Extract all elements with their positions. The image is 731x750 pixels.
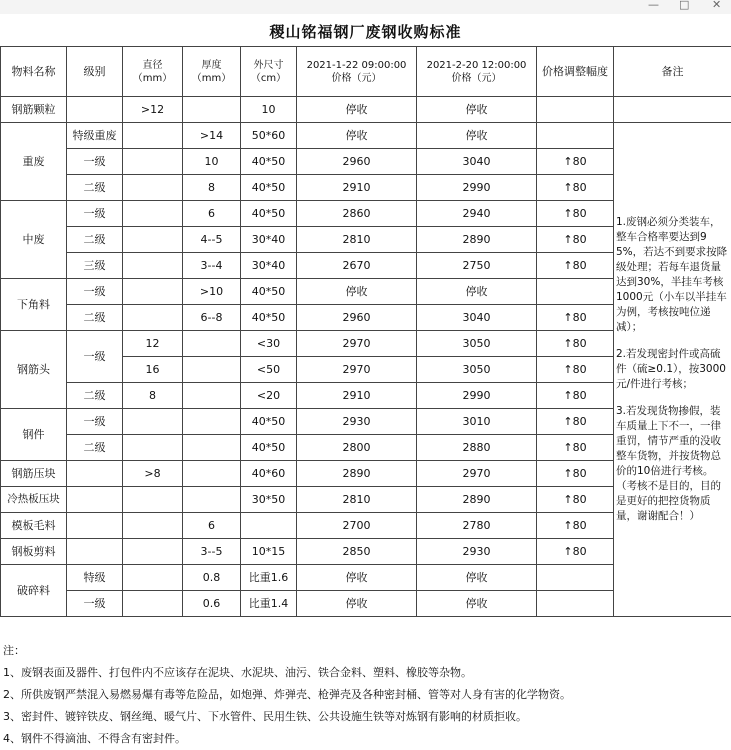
cell-diameter: 16: [123, 357, 183, 383]
cell-price-2: 3050: [417, 331, 537, 357]
cell-price-1: 2810: [297, 227, 417, 253]
cell-adjust: ↑80: [537, 435, 614, 461]
cell-diameter: >12: [123, 97, 183, 123]
cell-adjust: ↑80: [537, 383, 614, 409]
cell-adjust: [537, 591, 614, 617]
cell-thickness: 4--5: [183, 227, 241, 253]
remarks-cell: [614, 123, 731, 617]
cell-price-1: 停收: [297, 279, 417, 305]
cell-thickness: 6--8: [183, 305, 241, 331]
cell-price-1: 2810: [297, 487, 417, 513]
cell-thickness: 3--4: [183, 253, 241, 279]
cell-price-1: 2970: [297, 357, 417, 383]
cell-price-2: 2780: [417, 513, 537, 539]
cell-diameter: [123, 149, 183, 175]
cell-grade: [67, 461, 123, 487]
note-item: 1、废钢表面及器件、打包件内不应该存在泥块、水泥块、油污、铁合金料、塑料、橡胶等杂物。: [3, 662, 731, 684]
cell-price-1: 停收: [297, 97, 417, 123]
cell-thickness: 8: [183, 175, 241, 201]
cell-diameter: 8: [123, 383, 183, 409]
cell-price-2: 3050: [417, 357, 537, 383]
document-title: 稷山铭福钢厂废钢收购标准: [0, 18, 731, 46]
cell-grade: 三级: [67, 253, 123, 279]
cell-adjust: ↑80: [537, 253, 614, 279]
cell-size: 比重1.6: [241, 565, 297, 591]
cell-size: 30*50: [241, 487, 297, 513]
cell-grade: [67, 487, 123, 513]
cell-price-2: 2990: [417, 175, 537, 201]
cell-price-1: 2910: [297, 175, 417, 201]
cell-size: 40*50: [241, 305, 297, 331]
cell-adjust: ↑80: [537, 175, 614, 201]
cell-diameter: [123, 253, 183, 279]
cell-price-1: 2930: [297, 409, 417, 435]
cell-size: [241, 513, 297, 539]
cell-thickness: 3--5: [183, 539, 241, 565]
cell-price-1: 2890: [297, 461, 417, 487]
cell-adjust: ↑80: [537, 461, 614, 487]
cell-size: <50: [241, 357, 297, 383]
note-item: 4、钢件不得滴油、不得含有密封件。: [3, 728, 731, 750]
cell-grade: [67, 513, 123, 539]
cell-grade: 一级: [67, 149, 123, 175]
cell-price-2: 2890: [417, 487, 537, 513]
header-adjust: 价格调整幅度: [537, 47, 614, 97]
cell-name: 钢筋压块: [1, 461, 67, 487]
cell-price-1: 2800: [297, 435, 417, 461]
cell-price-1: 2970: [297, 331, 417, 357]
cell-price-1: 2910: [297, 383, 417, 409]
cell-adjust: [537, 279, 614, 305]
cell-price-1: 2700: [297, 513, 417, 539]
cell-grade: 二级: [67, 435, 123, 461]
cell-adjust: ↑80: [537, 409, 614, 435]
cell-adjust: ↑80: [537, 305, 614, 331]
cell-size: 30*40: [241, 253, 297, 279]
cell-price-1: 2960: [297, 305, 417, 331]
cell-name: 重废: [1, 123, 67, 201]
cell-price-1: 2960: [297, 149, 417, 175]
cell-grade: 二级: [67, 175, 123, 201]
header-row: [1, 47, 731, 97]
cell-name: 钢筋颗粒: [1, 97, 67, 123]
cell-adjust: [537, 97, 614, 123]
note-item: 3、密封件、镀锌铁皮、钢丝绳、暖气片、下水管件、民用生铁、公共设施生铁等对炼钢有影响的材质拒收。: [3, 706, 731, 728]
close-icon[interactable]: ✕: [712, 0, 721, 12]
cell-price-1: 停收: [297, 123, 417, 149]
cell-size: 30*40: [241, 227, 297, 253]
cell-grade: 特级: [67, 565, 123, 591]
cell-diameter: [123, 123, 183, 149]
remark-3: 3.若发现货物掺假，装车质量上下不一，一律重罚，情节严重的没收整车货物，并按货物总价的10倍进行考核。: [616, 404, 730, 479]
cell-price-1: 2860: [297, 201, 417, 227]
cell-grade: 二级: [67, 227, 123, 253]
cell-thickness: [183, 461, 241, 487]
cell-grade: 一级: [67, 409, 123, 435]
cell-adjust: [537, 565, 614, 591]
cell-price-2: 停收: [417, 565, 537, 591]
cell-name: 破碎料: [1, 565, 67, 617]
notes-label: 注：: [3, 640, 731, 662]
table-row: [1, 97, 731, 123]
cell-grade: 一级: [67, 201, 123, 227]
cell-diameter: [123, 201, 183, 227]
cell-price-2: 2930: [417, 539, 537, 565]
cell-thickness: [183, 331, 241, 357]
cell-size: 40*50: [241, 201, 297, 227]
cell-name: 钢板剪料: [1, 539, 67, 565]
cell-diameter: [123, 513, 183, 539]
cell-diameter: [123, 435, 183, 461]
cell-diameter: >8: [123, 461, 183, 487]
cell-remark: [614, 97, 731, 123]
cell-price-2: 停收: [417, 279, 537, 305]
cell-adjust: ↑80: [537, 201, 614, 227]
cell-price-1: 2670: [297, 253, 417, 279]
cell-adjust: ↑80: [537, 357, 614, 383]
note-item: 2、所供废钢严禁混入易燃易爆有毒等危险品，如炮弹、炸弹壳、枪弹壳及各种密封桶、管等对人身有害的化学物资。: [3, 684, 731, 706]
cell-size: 40*50: [241, 409, 297, 435]
cell-price-1: 停收: [297, 591, 417, 617]
cell-price-2: 停收: [417, 591, 537, 617]
cell-size: <20: [241, 383, 297, 409]
header-grade: 级别: [67, 47, 123, 97]
cell-price-2: 停收: [417, 97, 537, 123]
window-title-bar: [0, 0, 731, 14]
cell-adjust: [537, 123, 614, 149]
cell-price-2: 3010: [417, 409, 537, 435]
maximize-icon[interactable]: □: [679, 0, 689, 12]
cell-thickness: 0.6: [183, 591, 241, 617]
cell-size: <30: [241, 331, 297, 357]
cell-price-2: 3040: [417, 149, 537, 175]
cell-adjust: ↑80: [537, 149, 614, 175]
cell-size: 40*50: [241, 435, 297, 461]
cell-size: 40*60: [241, 461, 297, 487]
remark-1: 1.废钢必须分类装车，整车合格率要达到95%，若达不到要求按降级处理；若每车退货量达到30%，半挂车考核1000元（小车以半挂车为例，考核按吨位递减）；: [616, 215, 730, 335]
cell-adjust: ↑80: [537, 331, 614, 357]
cell-thickness: 6: [183, 513, 241, 539]
cell-thickness: 10: [183, 149, 241, 175]
cell-grade: 二级: [67, 305, 123, 331]
cell-thickness: 0.8: [183, 565, 241, 591]
cell-size: 40*50: [241, 175, 297, 201]
notes-section: [0, 640, 731, 750]
cell-grade: [67, 539, 123, 565]
header-diameter: 直径 （mm）: [123, 47, 183, 97]
cell-price-2: 2990: [417, 383, 537, 409]
cell-grade: 一级: [67, 279, 123, 305]
cell-diameter: [123, 227, 183, 253]
cell-size: 40*50: [241, 149, 297, 175]
cell-thickness: [183, 409, 241, 435]
cell-price-2: 2940: [417, 201, 537, 227]
cell-size: 40*50: [241, 279, 297, 305]
cell-size: 10*15: [241, 539, 297, 565]
remark-2: 2.若发现密封件或高硫件（硫≥0.1），按3000元/件进行考核；: [616, 347, 730, 392]
cell-diameter: [123, 565, 183, 591]
cell-adjust: ↑80: [537, 539, 614, 565]
header-size: 外尺寸 （cm）: [241, 47, 297, 97]
header-name: 物料名称: [1, 47, 67, 97]
header-remark: 备注: [614, 47, 731, 97]
cell-grade: 一级: [67, 331, 123, 383]
cell-name: 冷热板压块: [1, 487, 67, 513]
cell-size: 比重1.4: [241, 591, 297, 617]
price-table: [0, 46, 731, 617]
cell-price-2: 2970: [417, 461, 537, 487]
cell-name: 下角料: [1, 279, 67, 331]
cell-diameter: 12: [123, 331, 183, 357]
cell-diameter: [123, 487, 183, 513]
cell-grade: [67, 97, 123, 123]
cell-price-2: 2880: [417, 435, 537, 461]
cell-diameter: [123, 305, 183, 331]
cell-diameter: [123, 279, 183, 305]
cell-adjust: ↑80: [537, 227, 614, 253]
table-row: [1, 123, 731, 149]
cell-name: 钢筋头: [1, 331, 67, 409]
cell-adjust: ↑80: [537, 487, 614, 513]
cell-grade: 特级重废: [67, 123, 123, 149]
cell-name: 钢件: [1, 409, 67, 461]
cell-price-2: 2750: [417, 253, 537, 279]
cell-name: 模板毛料: [1, 513, 67, 539]
cell-price-1: 停收: [297, 565, 417, 591]
cell-thickness: [183, 383, 241, 409]
cell-adjust: ↑80: [537, 513, 614, 539]
cell-thickness: >10: [183, 279, 241, 305]
cell-diameter: [123, 539, 183, 565]
cell-diameter: [123, 175, 183, 201]
cell-grade: 一级: [67, 591, 123, 617]
cell-diameter: [123, 591, 183, 617]
cell-price-1: 2850: [297, 539, 417, 565]
header-price-1: 2021-1-22 09:00:00 价格（元）: [297, 47, 417, 97]
cell-size: 50*60: [241, 123, 297, 149]
header-thickness: 厚度 （mm）: [183, 47, 241, 97]
remark-4: （考核不是目的，目的是更好的把控货物质量，谢谢配合！）: [616, 479, 730, 524]
cell-thickness: >14: [183, 123, 241, 149]
cell-thickness: [183, 487, 241, 513]
cell-name: 中废: [1, 201, 67, 279]
cell-price-2: 2890: [417, 227, 537, 253]
cell-grade: 二级: [67, 383, 123, 409]
cell-thickness: [183, 357, 241, 383]
cell-thickness: [183, 435, 241, 461]
cell-thickness: 6: [183, 201, 241, 227]
header-price-2: 2021-2-20 12:00:00 价格（元）: [417, 47, 537, 97]
cell-thickness: [183, 97, 241, 123]
minimize-icon[interactable]: —: [648, 0, 659, 12]
cell-price-2: 停收: [417, 123, 537, 149]
cell-size: 10: [241, 97, 297, 123]
cell-diameter: [123, 409, 183, 435]
cell-price-2: 3040: [417, 305, 537, 331]
